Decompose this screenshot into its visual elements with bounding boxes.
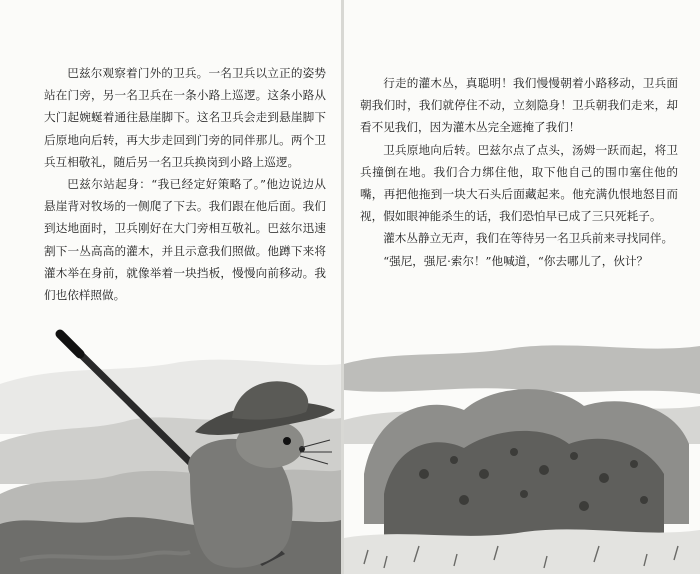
bush-mass-front [384, 431, 664, 538]
left-paragraph-2: 巴兹尔站起身：“我已经定好策略了。”他边说边从悬崖背对牧场的一侧爬了下去。我们跟在他后面。我们到达地面时，卫兵刚好在大门旁相互敬礼。巴兹尔迅速割下一丛高高的灌木，并且示意我们照做。他蹲下来将灌木举在身前，就像举着一块挡板，慢慢向前移动。我们也依样照做。 [44, 177, 326, 303]
left-page-text [44, 62, 326, 306]
right-paragraph-1: 行走的灌木丛，真聪明！我们慢慢朝着小路移动，卫兵面朝我们时，我们就停住不动，立刻隐身！卫兵朝我们走来，却看不见我们，因为灌木丛完全遮掩了我们！ [360, 76, 678, 135]
mouse-soldier-with-rifle-icon [0, 314, 341, 574]
foreground-grass [344, 529, 700, 574]
right-paragraph-2: 卫兵原地向后转。巴兹尔点了点头，汤姆一跃而起，将卫兵撞倒在地。我们合力绑住他，取下他自己的围巾塞住他的嘴，再把他拖到一块大石头后面藏起来。他充满仇恨地怒目而视，假如眼神能杀生的话，我们恐怕早已成了三只死耗子。 [360, 142, 678, 224]
right-page-text [360, 72, 678, 272]
mouse-eye [283, 437, 291, 445]
left-page [0, 0, 341, 574]
left-paragraph-1: 巴兹尔观察着门外的卫兵。一名卫兵以立正的姿势站在门旁，另一名卫兵在一条小路上巡逻。这条小路从大门起婉蜒着通往悬崖脚下。这名卫兵会走到悬崖脚下后原地向后转，再大步走回到门旁的同伴那儿。两个卫兵互相敬礼，随后另一名卫兵换岗到小路上巡逻。 [44, 66, 326, 169]
right-page [344, 0, 700, 574]
right-paragraph-3: 灌木丛静立无声，我们在等待另一名卫兵前来寻找同伴。 [383, 231, 674, 246]
right-paragraph-4: “强尼，强尼·索尔！”他喊道，“你去哪儿了，伙计？ [383, 253, 649, 268]
bushes-landscape-icon [344, 324, 700, 574]
rifle-muzzle [60, 334, 80, 354]
cloud-bank [344, 345, 700, 394]
